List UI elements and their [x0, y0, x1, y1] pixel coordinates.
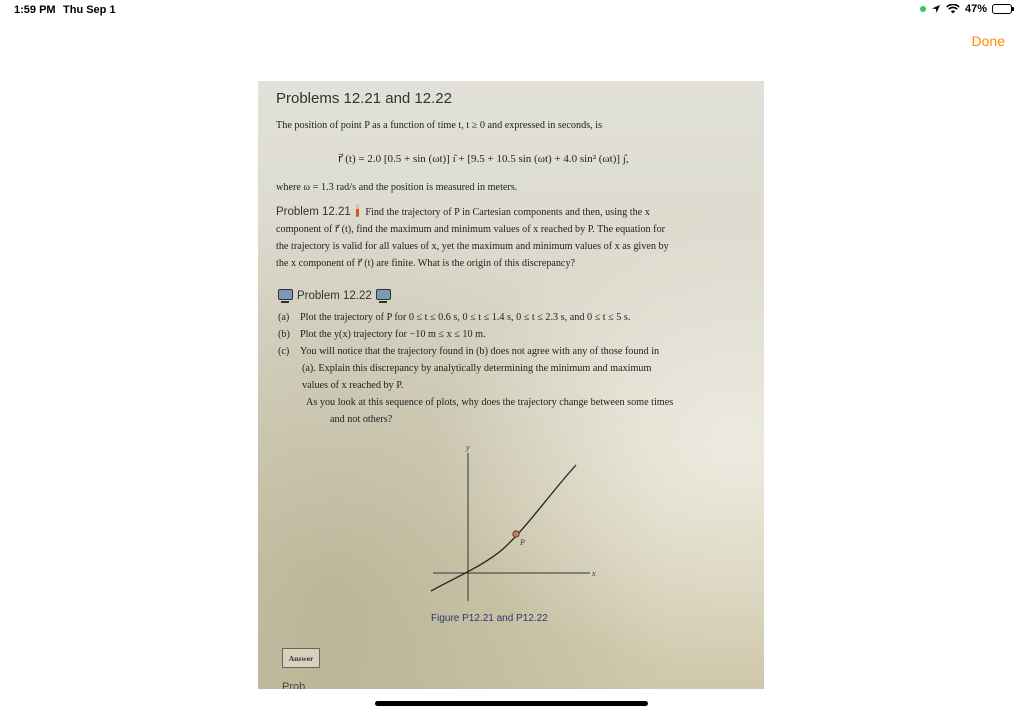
- problem-12-22-title: Problem 12.22: [297, 290, 372, 302]
- point-p-label: P: [520, 538, 525, 547]
- document-photo: [258, 81, 764, 689]
- problem-12-21-title: Problem 12.21: [276, 206, 351, 218]
- item-key: (c): [278, 346, 290, 357]
- home-indicator[interactable]: [375, 701, 648, 706]
- item-text: You will notice that the trajectory found in (b) does not agree with any of those found in: [300, 346, 660, 357]
- trajectory-figure: [428, 441, 608, 611]
- answer-button[interactable]: Answer: [282, 648, 320, 668]
- item-text: Plot the trajectory of P for 0 ≤ t ≤ 0.6 s, 0 ≤ t ≤ 1.4 s, 0 ≤ t ≤ 2.3 s, and 0 ≤ t ≤ 5 s.: [300, 312, 631, 323]
- point-p-marker: [513, 531, 519, 537]
- status-date: Thu Sep 1: [63, 4, 116, 16]
- where-text: where ω = 1.3 rad/s and the position is measured in meters.: [276, 182, 518, 193]
- next-problem-partial: Prob: [282, 681, 306, 689]
- problem-12-21-line: the x component of r⃗ (t) are finite. What is the origin of this discrepancy?: [276, 258, 576, 269]
- problem-12-22-header: [278, 286, 391, 304]
- difficulty-thermometer-icon: [356, 204, 359, 217]
- item-key: (b): [278, 329, 290, 340]
- battery-icon: [992, 4, 1012, 14]
- problem-12-21-block: [276, 204, 669, 272]
- problem-12-21-line: Find the trajectory of P in Cartesian components and then, using the x: [365, 207, 650, 218]
- problem-12-21-line: the trajectory is valid for all values of x, yet the maximum and minimum values of x as given by: [276, 241, 669, 252]
- figure-caption: Figure P12.21 and P12.22: [431, 613, 548, 624]
- item-text: Plot the y(x) trajectory for −10 m ≤ x ≤ 10 m.: [300, 329, 486, 340]
- computer-icon: [278, 289, 293, 300]
- location-icon: [931, 4, 941, 14]
- y-axis-label: y: [466, 443, 470, 452]
- item-text: values of x reached by P.: [302, 380, 404, 391]
- camera-in-use-indicator: [920, 6, 926, 12]
- position-equation: r⃗ (t) = 2.0 [0.5 + sin (ωt)] ı̂ + [9.5 + 10.5 sin (ωt) + 4.0 sin² (ωt)] ȷ̂,: [338, 153, 629, 165]
- extra-question-line: and not others?: [330, 414, 393, 425]
- status-indicators: [920, 3, 1012, 15]
- status-time: 1:59 PM: [14, 4, 56, 16]
- page-title: Problems 12.21 and 12.22: [276, 90, 452, 107]
- battery-percent: 47%: [964, 3, 987, 15]
- done-button[interactable]: Done: [971, 33, 1005, 49]
- x-axis-label: x: [592, 569, 596, 578]
- wifi-icon: [946, 4, 960, 14]
- problem-12-21-line: component of r⃗ (t), find the maximum and minimum values of x reached by P. The equation for: [276, 224, 666, 235]
- problem-12-22-items: [278, 309, 673, 428]
- status-bar: [0, 0, 1024, 22]
- intro-text: The position of point P as a function of time t, t ≥ 0 and expressed in seconds, is: [276, 120, 603, 131]
- computer-icon: [376, 289, 391, 300]
- item-text: (a). Explain this discrepancy by analytically determining the minimum and maximum: [302, 363, 652, 374]
- item-key: (a): [278, 312, 290, 323]
- trajectory-curve: [431, 465, 576, 591]
- extra-question-line: As you look at this sequence of plots, why does the trajectory change between some times: [306, 397, 674, 408]
